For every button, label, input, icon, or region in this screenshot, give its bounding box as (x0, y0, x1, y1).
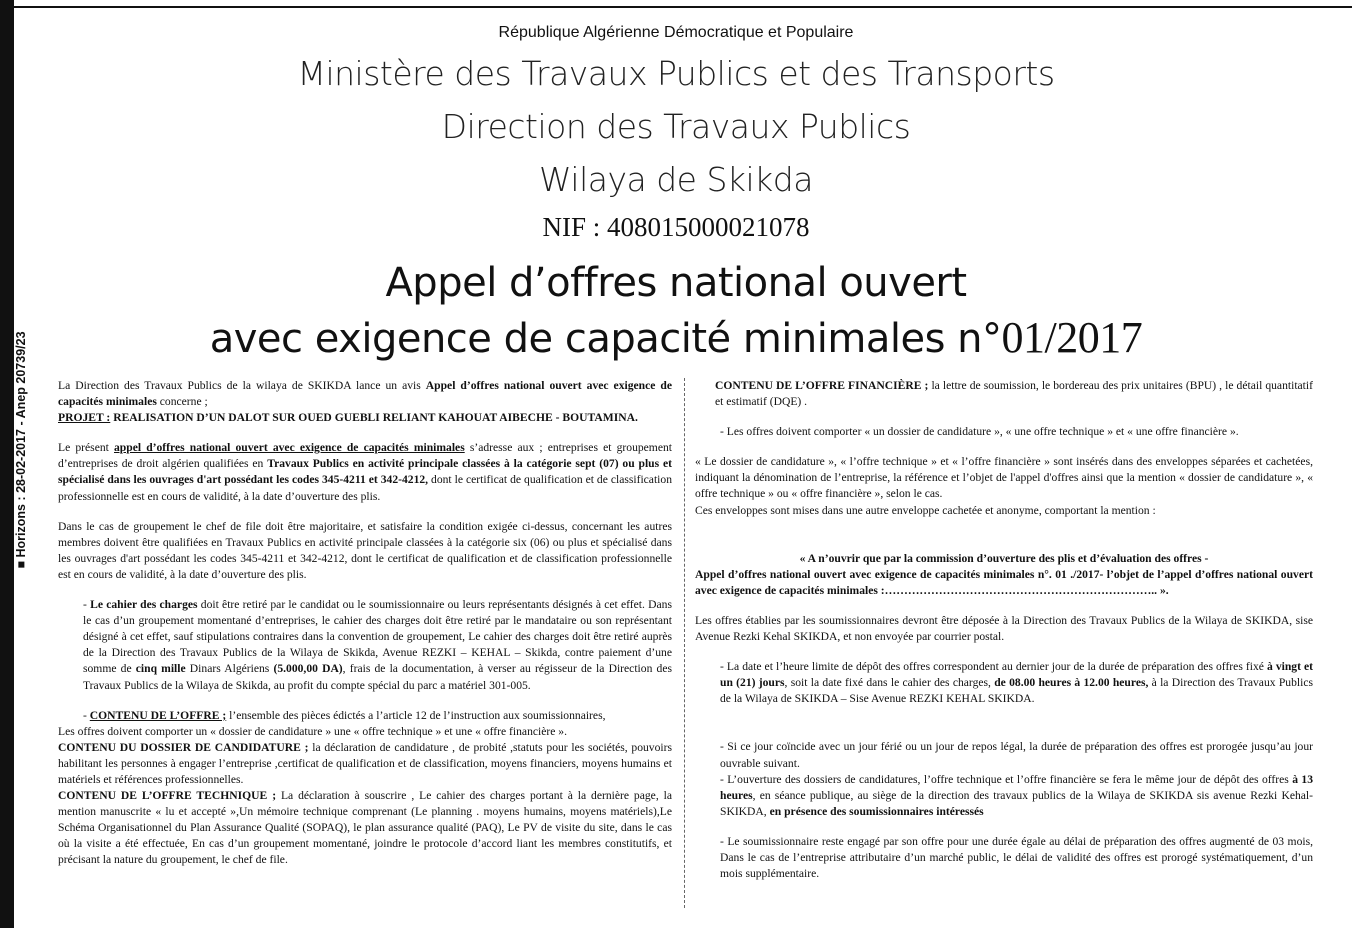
text-run: La déclaration à souscrire , Le cahier des charges portant à la dernière page, la mention manuscrite « lu et accepté »,Un mémoire technique comprenant (Le planning . moyens humains, moyens matériels),Le Schéma Organisationnel du Plan Assurance Qualité (SOPAQ), le plan assurance qualité (PAQ), Le PV de visite du site, dans le cas où la visite a été effectuée, En cas d’un groupement momentané, joindre le protocole d’accord liant les membres constitutifs, et précisant la nature du groupement, le chef de file. (58, 789, 672, 867)
text-run: doit être retiré par le candidat ou le soumissionnaire ou leurs représentants désignés à cet effet. Dans le cas d’un groupement momentané d’entreprises, le cahier des charges doit être retiré par le mandataire ou son représentant désigné à cet effet, sauf stipulations contraires dans la convention de groupement, Le cahier des charges doit être retiré auprès de la Direction des Travaux Publics de la Wilaya de Skikda, Avenue REZKI – KEHAL – Skikda, contre paiement d’une somme de (83, 598, 672, 676)
text-run: l’ensemble des pièces édictés a l’article 12 de l’instruction aux soumissionnaires, (226, 708, 606, 722)
text-run-bold: CONTENU DE L’OFFRE FINANCIÈRE ; (715, 379, 929, 392)
left-contenu-offre (58, 708, 672, 724)
text-run: concerne ; (156, 395, 208, 409)
text-run-bold: CONTENU DE L’OFFRE TECHNIQUE ; (58, 789, 277, 803)
left-projet (58, 410, 672, 426)
right-validite-offres: - Le soumissionnaire reste engagé par son offre pour une durée égale au délai de préparation des offres augmenté de 03 mois, Dans le cas de l’entreprise attributaire d’un marché public, le délai de validité des offres est prorogé systématiquement, d’un mois supplémentaire. (720, 834, 1313, 881)
left-dossier-candidature (58, 740, 672, 788)
left-offre-technique (58, 788, 672, 868)
text-run: La Direction des Travaux Publics de la wilaya de SKIKDA lance un avis (58, 379, 426, 392)
right-depot-offres: Les offres établies par les soumissionnaires devront être déposée à la Direction des Travaux Publics de la Wilaya de SKIKDA, sise Avenue Rezki Kehal SKIKDA, et non envoyée par courrier postal. (695, 613, 1313, 644)
text-run-bold: appel d’offres national ouvert avec exigence de capacités minimales (114, 441, 465, 455)
text-run: dont le certificat de qualification et de classification professionnelle est en cours de validité, à la date d’ouverture des plis. (58, 473, 672, 503)
text-run: , soit la date fixé dans le cahier des charges, (784, 676, 995, 690)
left-intro (58, 378, 672, 410)
left-eligibility (58, 440, 672, 504)
header-nif: NIF : 408015000021078 (542, 212, 810, 242)
text-run-bold: cinq mille (135, 662, 186, 676)
text-run-bold: Travaux Publics en activité principale classées à la catégorie sept (07) ou plus et spécialisé dans les ouvrages d'art possédant les codes 345-4211 et 342-4212, (58, 457, 673, 487)
top-rule (14, 6, 1352, 8)
text-run: - (83, 598, 91, 612)
side-label-text: ■ Horizons : 28-02-2017 - Anep 20739/23 (14, 331, 28, 569)
projet-text: REALISATION D’UN DALOT SUR OUED GUEBLI RELIANT KAHOUAT AIBECHE - BOUTAMINA. (110, 411, 638, 425)
right-column (695, 378, 1313, 882)
left-groupement: Dans le cas de groupement le chef de file doit être majoritaire, et satisfaire la condition exigée ci-dessus, concernant les autres membres doivent être qualifiées en Travaux Publics en activité principale classées à la catégorie six (06) ou plus et spécialisé dans les ouvrages d'art possédant les codes 345-4211 et 342-4212, dont le certificat de qualification et de classification professionnelle est en cours de validité, à la date d’ouverture des plis. (58, 519, 672, 581)
text-run-bold: CONTENU DU DOSSIER DE CANDIDATURE ; (58, 740, 309, 754)
title-number: 01/2017 (1001, 313, 1143, 362)
right-jour-ferie: - Si ce jour coïncide avec un jour férié ou un jour de repos légal, la durée de préparation des offres est prorogée jusqu’au jour ouvrable suivant. (720, 740, 1313, 770)
text-run-bold: de 08.00 heures à 12.00 heures, (994, 676, 1149, 690)
text-run: à la Direction des Travaux Publics de la Wilaya de SKIKDA – Sise Avenue REZKI KEHAL SKIKDA. (720, 676, 1313, 706)
header-wilaya: Wilaya de Skikda (539, 160, 813, 199)
text-run: - L’ouverture des dossiers de candidatures, l’offre technique et l’offre financière se fera le même jour de dépôt des offres (720, 772, 1293, 786)
right-enveloppes: « Le dossier de candidature », « l’offre technique » et « l’offre financière » sont insérés dans des enveloppes séparées et cachetées, indiquant la dénomination de l’entreprise, la référence et l’objet de l'appel d'offres ainsi que la mention « dossier de candidature », « offre technique » ou « offre financière », selon le cas. (695, 455, 1313, 501)
text-run: - La date et l’heure limite de dépôt des offres correspondent au dernier jour de la durée de préparation des offres fixé (720, 660, 1267, 674)
right-ouverture-plis (695, 772, 1313, 820)
text-run-bold: Appel d’offres national ouvert avec exigence de capacités minimales (58, 379, 672, 409)
text-run: Le présent (58, 441, 114, 455)
text-run-bold: à vingt et un (21) jours (720, 660, 1313, 690)
text-run-bold: à 13 heures (720, 772, 1313, 802)
left-offres-composition: Les offres doivent comporter un « dossier de candidature » une « offre technique » et une « offre financière ». (58, 724, 567, 738)
right-mention-line-1: « A n’ouvrir que par la commission d’ouverture des plis et d’évaluation des offres - (799, 551, 1209, 565)
right-offres-composition: - Les offres doivent comporter « un dossier de candidature », « une offre technique » et « une offre financière ». (720, 425, 1239, 439)
title-line-2-text: avec exigence de capacité minimales n° (209, 316, 1002, 362)
text-run: Dinars Algériens (185, 662, 274, 676)
text-run-bold: en présence des soumissionnaires intéressés (769, 804, 984, 818)
header-republic: République Algérienne Démocratique et Populaire (498, 24, 854, 41)
header-ministry: Ministère des Travaux Publics et des Transports (297, 54, 1055, 93)
column-divider (684, 378, 685, 908)
left-column (58, 378, 672, 869)
text-run-bold: CONTENU DE L’OFFRE ; (89, 708, 227, 722)
right-date-limite (695, 659, 1313, 707)
text-run: s’adresse aux ; entreprises et groupement d’entreprises de droit algérien qualifiées en (58, 441, 672, 471)
text-run: la lettre de soumission, le bordereau des prix unitaires (BPU) , le détail quantitatif et estimatif (DQE) . (715, 379, 1313, 409)
title-line-2 (0, 312, 1352, 363)
text-run-bold: (5.000,00 DA) (273, 662, 343, 676)
text-run: , frais de la documentation, à verser au régisseur de la Direction des Travaux Publics de la Wilaya de Skikda, au profit du compte spécial du parc a matériel 301-005. (83, 662, 672, 692)
left-cahier-des-charges (58, 597, 672, 694)
text-run: , en séance publique, au siège de la direction des travaux publics de la Wilaya de SKIKDA sis avenue Rezki Kehal- SKIKDA, (720, 788, 1313, 818)
text-run: - (83, 708, 90, 722)
text-run-bold: Le cahier des charges (90, 598, 198, 612)
right-mention-line-2: Appel d’offres national ouvert avec exigence de capacités minimales n°. 01 ./2017- l’objet de l’appel d’offres national ouvert avec exigence de capacités minimales :…………………………………………………………….. ». (695, 567, 1313, 597)
right-offre-financiere (695, 378, 1313, 410)
title-line-1: Appel d’offres national ouvert (385, 260, 967, 306)
right-enveloppe-anonyme: Ces enveloppes sont mises dans une autre enveloppe cachetée et anonyme, comportant la mention : (695, 503, 1156, 517)
header-direction: Direction des Travaux Publics (441, 107, 911, 146)
projet-label: PROJET : (58, 411, 111, 425)
text-run: la déclaration de candidature , de probité ,statuts pour les sociétés, pouvoirs habilitant les personnes à engager l’entreprise ,certificat de qualification et de classification, moyens financiers, moyens humains et matériels et références professionnelles. (58, 740, 672, 786)
